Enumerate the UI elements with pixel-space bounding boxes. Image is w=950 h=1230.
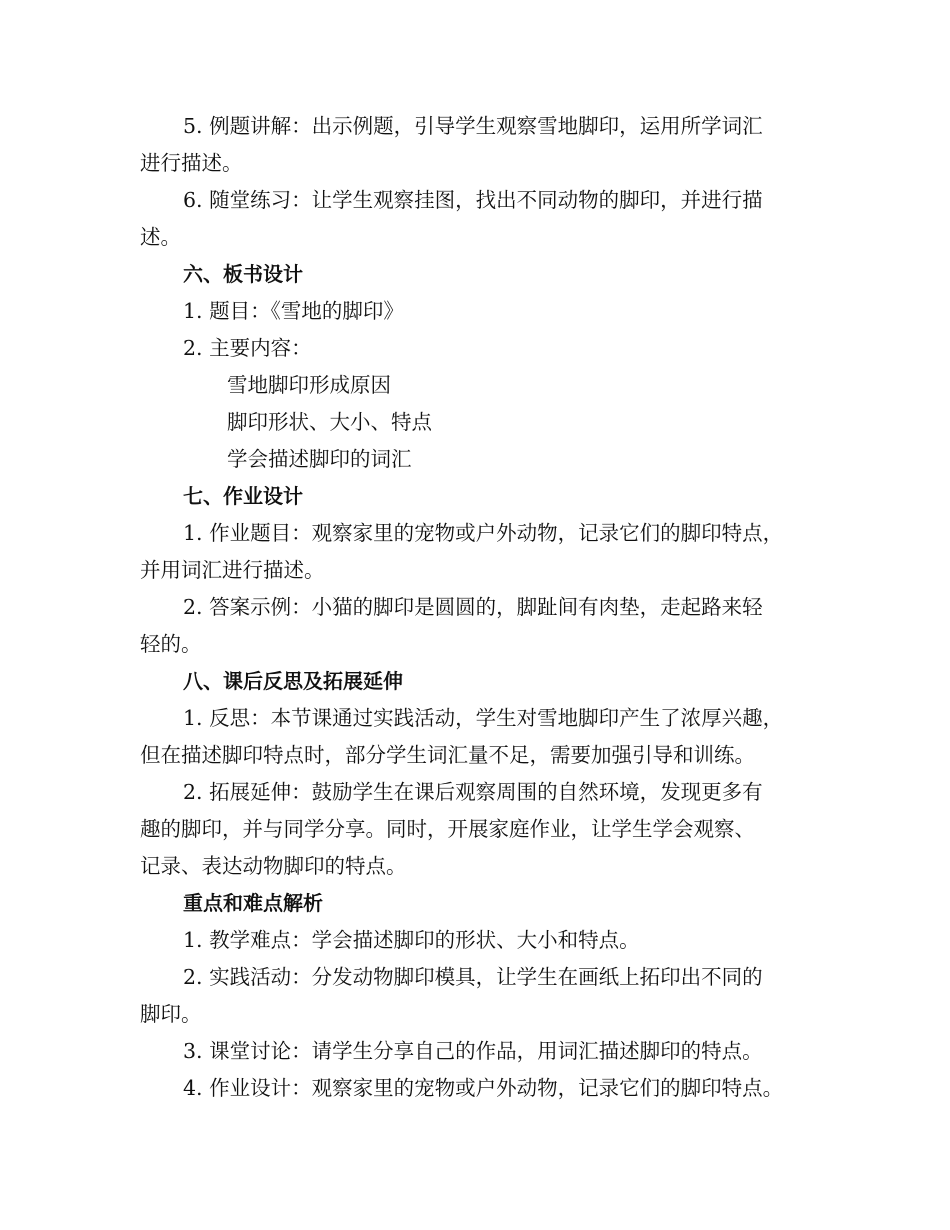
board-item: 学会描述脚印的词汇 <box>227 447 412 471</box>
list-item: 1. 题目：《雪地的脚印》 <box>183 299 404 323</box>
list-item: 2. 答案示例：小猫的脚印是圆圆的，脚趾间有肉垫，走起路来轻 <box>183 595 763 619</box>
list-item: 1. 作业题目：观察家里的宠物或户外动物，记录它们的脚印特点， <box>183 521 784 545</box>
paragraph-line: 6. 随堂练习：让学生观察挂图，找出不同动物的脚印，并进行描 <box>183 188 763 212</box>
list-item: 2. 实践活动：分发动物脚印模具，让学生在画纸上拓印出不同的 <box>183 965 763 989</box>
paragraph-line: 但在描述脚印特点时，部分学生词汇量不足，需要加强引导和训练。 <box>140 743 755 767</box>
section-heading: 重点和难点解析 <box>183 891 323 915</box>
list-item: 3. 课堂讨论：请学生分享自己的作品，用词汇描述脚印的特点。 <box>183 1039 763 1063</box>
paragraph-line: 述。 <box>140 225 181 249</box>
paragraph-line: 轻的。 <box>140 632 202 656</box>
list-item: 4. 作业设计：观察家里的宠物或户外动物，记录它们的脚印特点。 <box>183 1076 784 1100</box>
list-item: 1. 教学难点：学会描述脚印的形状、大小和特点。 <box>183 928 640 952</box>
paragraph-line: 并用词汇进行描述。 <box>140 558 325 582</box>
section-heading: 八、课后反思及拓展延伸 <box>183 669 403 693</box>
section-heading: 六、板书设计 <box>183 262 303 286</box>
list-item: 1. 反思：本节课通过实践活动，学生对雪地脚印产生了浓厚兴趣， <box>183 706 784 730</box>
board-item: 雪地脚印形成原因 <box>227 373 391 397</box>
section-heading: 七、作业设计 <box>183 484 303 508</box>
paragraph-line: 进行描述。 <box>140 151 243 175</box>
paragraph-line: 脚印。 <box>140 1002 202 1026</box>
list-item: 2. 主要内容： <box>183 336 312 360</box>
board-item: 脚印形状、大小、特点 <box>227 410 432 434</box>
paragraph-line: 5. 例题讲解：出示例题，引导学生观察雪地脚印，运用所学词汇 <box>183 114 763 138</box>
paragraph-line: 趣的脚印，并与同学分享。同时，开展家庭作业，让学生学会观察、 <box>140 817 755 841</box>
list-item: 2. 拓展延伸：鼓励学生在课后观察周围的自然环境，发现更多有 <box>183 780 763 804</box>
paragraph-line: 记录、表达动物脚印的特点。 <box>140 854 407 878</box>
